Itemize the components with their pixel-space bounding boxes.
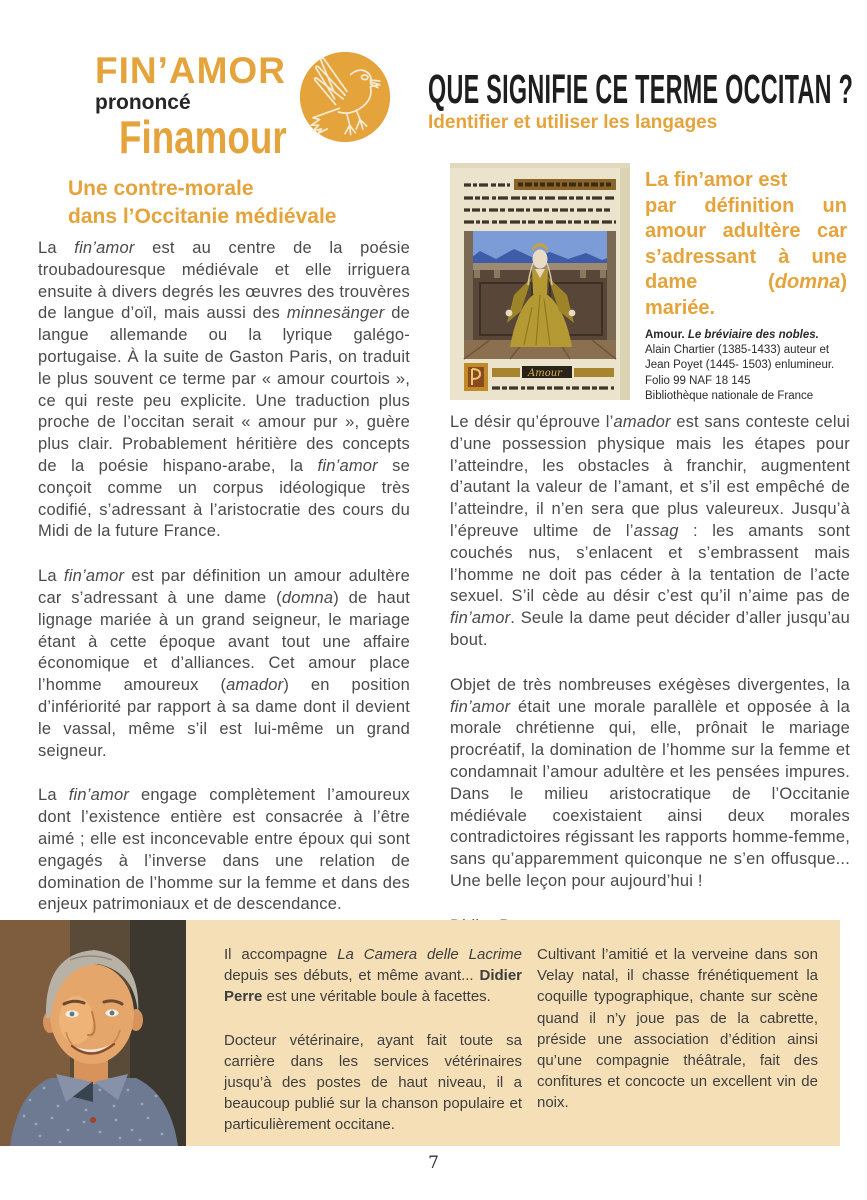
bio-column-2 bbox=[537, 944, 818, 1136]
section-heading: Une contre-morale dans l’Occitanie médiévale bbox=[68, 177, 337, 228]
footer-band bbox=[0, 920, 840, 1146]
paragraph: Cultivant l’amitié et la verveine dans son Velay natal, il chasse frénétiquement la coquille typographique, chante sur scène quand il n’y joue pas de la cabrette, préside une association d’édition ainsi qu’une compagnie théâtrale, fait des confitures et concocte un excellent vin de noix. bbox=[537, 946, 818, 1112]
didier-perre-portrait bbox=[0, 920, 186, 1146]
manuscript-label: Amour bbox=[528, 368, 562, 379]
manuscript-illumination-image bbox=[450, 163, 630, 400]
paragraph: La fin’amor est au centre de la poésie troubadouresque médiévale et elle irriguera ensuite à divers degrés les œuvres des trouvères de langue d’oïl, mais aussi des minnesänger de langue allemande ou la lyrique galégo-portugaise. À la suite de Gaston Paris, on traduit le plus souvent ce terme par « amour courtois », ce qui reste peu explicite. Une traduction plus proche de l’occitan serait « amour pur », guère plus clair. Probablement héritière des concepts de la poésie hispano-arabe, la fin’amor se conçoit comme un corpus idéologique très codifié, s’adressant à l’aristocratie des cours du Midi de la future France. bbox=[38, 239, 410, 541]
pronunciation-text: Finamour bbox=[119, 111, 287, 163]
paragraph: La fin’amor est par définition un amour adultère car s’adressant à une dame (domna) de haut lignage mariée à un grand seigneur, le mariage étant à cette époque avant tout une affaire économique et d’alliances. Cet amour place l’homme amoureux (amador) en position d’infériorité par rapport à sa dame dont il devient le vassal, même s’il est lui-même un grand seigneur. bbox=[38, 567, 411, 760]
paragraph: Le désir qu’éprouve l’amador est sans conteste celui d’une possession physique mais les étapes pour l’atteindre, les obstacles à franchir, augmentent d’autant la valeur de l’amant, et s’il est empêché de l’atteindre, il n’en sera que plus valeureux. Jusqu’à l’épreuve ultime de l’assag : les amants sont couchés nus, s’enlacent et s’embrassent mais l’homme ne doit pas céder à la tentation de l’acte sexuel. S’il cède au désir c’est qu’il n’aime pas de fin’amor. Seule la dame peut décider d’aller jusqu’au bout. bbox=[450, 413, 850, 649]
masthead-title: FIN’AMOR bbox=[95, 50, 286, 91]
article-subtitle: Identifier et utiliser les langages bbox=[428, 112, 718, 133]
left-column bbox=[38, 238, 410, 939]
figure-caption: Amour. Le bréviaire des nobles. Alain Chartier (1385-1433) auteur et Jean Poyet (1445- 1503) enlumineur. Folio 99 NAF 18 145 Bibliothèque nationale de France bbox=[645, 329, 835, 402]
bird-icon bbox=[298, 50, 392, 144]
pull-quote: La fin’amor est par définition un amour adultère car s’adressant à une dame (domna) mariée. bbox=[645, 169, 847, 319]
paragraph: Il accompagne La Camera delle Lacrime depuis ses débuts, et même avant... Didier Perre est une véritable boule à facettes. bbox=[224, 946, 522, 1006]
paragraph: La fin’amor engage complètement l’amoureux dont l’existence entière est consacrée à l’être aimé ; elle est inconcevable entre époux qui sont engagés à l’inverse dans une relation de domination de l’homme sur la femme et dans des enjeux patrimoniaux et de descendance. bbox=[38, 786, 410, 914]
paragraph: Docteur vétérinaire, ayant fait toute sa carrière dans les services vétérinaires jusqu’à des postes de haut niveau, il a beaucoup publié sur la chanson populaire et particulièrement occitane. bbox=[224, 1031, 522, 1134]
bio-column-1 bbox=[224, 944, 522, 1158]
page-number: 7 bbox=[428, 1153, 439, 1173]
paragraph: Objet de très nombreuses exégèses divergentes, la fin’amor était une morale parallèle et opposée à la morale chrétienne qui, elle, prônait le mariage procréatif, la domination de l’homme sur la femme et condamnait l’amour adultère et les pensées impures. Dans le milieu aristocratique de l’Occitanie médiévale coexistaient ainsi deux morales contradictoires régissant les rapports homme-femme, sans qu’apparemment quiconque ne s’en offusque... Une belle leçon pour aujourd’hui ! bbox=[450, 675, 850, 890]
article-title: QUE SIGNIFIE CE TERME OCCITAN ? bbox=[428, 66, 854, 112]
pronounce-label: prononcé bbox=[95, 91, 191, 114]
right-column bbox=[450, 412, 850, 961]
